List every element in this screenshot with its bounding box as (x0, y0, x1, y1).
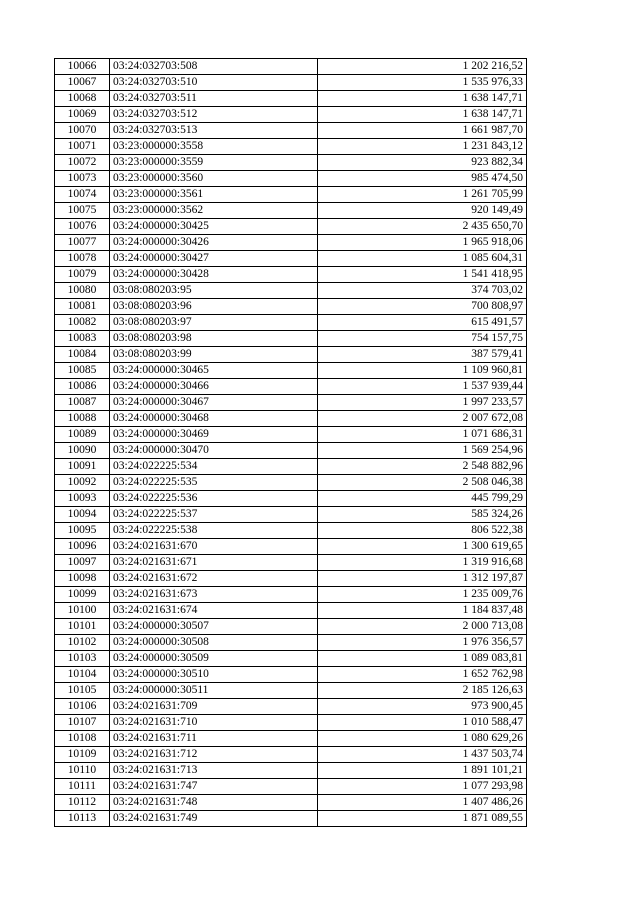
row-number-cell: 10069 (55, 107, 110, 123)
table-row (55, 363, 527, 379)
table-row (55, 523, 527, 539)
cadastral-number-cell: 03:24:021631:713 (110, 763, 318, 779)
table-row (55, 507, 527, 523)
cadastral-number-cell: 03:24:000000:30428 (110, 267, 318, 283)
table-row (55, 667, 527, 683)
value-cell: 1 535 976,33 (318, 75, 527, 91)
cadastral-number-cell: 03:24:000000:30507 (110, 619, 318, 635)
value-cell: 1 109 960,81 (318, 363, 527, 379)
cadastral-number-cell: 03:24:000000:30511 (110, 683, 318, 699)
row-number-cell: 10101 (55, 619, 110, 635)
table-row (55, 171, 527, 187)
value-cell: 1 407 486,26 (318, 795, 527, 811)
table-row (55, 203, 527, 219)
table-row (55, 491, 527, 507)
row-number-cell: 10071 (55, 139, 110, 155)
value-cell: 1 965 918,06 (318, 235, 527, 251)
row-number-cell: 10113 (55, 811, 110, 827)
row-number-cell: 10080 (55, 283, 110, 299)
value-cell: 1 261 705,99 (318, 187, 527, 203)
cadastral-number-cell: 03:24:021631:709 (110, 699, 318, 715)
cadastral-number-cell: 03:24:021631:748 (110, 795, 318, 811)
row-number-cell: 10084 (55, 347, 110, 363)
row-number-cell: 10096 (55, 539, 110, 555)
table-row (55, 635, 527, 651)
value-cell: 387 579,41 (318, 347, 527, 363)
row-number-cell: 10093 (55, 491, 110, 507)
cadastral-number-cell: 03:08:080203:95 (110, 283, 318, 299)
cadastral-number-cell: 03:24:000000:30508 (110, 635, 318, 651)
table-row (55, 539, 527, 555)
cadastral-number-cell: 03:24:032703:512 (110, 107, 318, 123)
cadastral-number-cell: 03:24:022225:535 (110, 475, 318, 491)
table-row (55, 283, 527, 299)
value-cell: 445 799,29 (318, 491, 527, 507)
cadastral-number-cell: 03:24:000000:30465 (110, 363, 318, 379)
table-row (55, 603, 527, 619)
row-number-cell: 10085 (55, 363, 110, 379)
row-number-cell: 10091 (55, 459, 110, 475)
value-cell: 1 871 089,55 (318, 811, 527, 827)
cadastral-number-cell: 03:24:032703:511 (110, 91, 318, 107)
value-cell: 1 080 629,26 (318, 731, 527, 747)
row-number-cell: 10077 (55, 235, 110, 251)
value-cell: 920 149,49 (318, 203, 527, 219)
table-row (55, 347, 527, 363)
table-row (55, 699, 527, 715)
table-row (55, 459, 527, 475)
value-cell: 1 010 588,47 (318, 715, 527, 731)
cadastral-number-cell: 03:24:022225:537 (110, 507, 318, 523)
value-cell: 1 638 147,71 (318, 91, 527, 107)
value-cell: 1 085 604,31 (318, 251, 527, 267)
row-number-cell: 10081 (55, 299, 110, 315)
row-number-cell: 10095 (55, 523, 110, 539)
value-cell: 700 808,97 (318, 299, 527, 315)
value-cell: 2 007 672,08 (318, 411, 527, 427)
table-row (55, 811, 527, 827)
table-row (55, 731, 527, 747)
table-row (55, 395, 527, 411)
row-number-cell: 10099 (55, 587, 110, 603)
row-number-cell: 10070 (55, 123, 110, 139)
table-row (55, 683, 527, 699)
value-cell: 2 548 882,96 (318, 459, 527, 475)
row-number-cell: 10109 (55, 747, 110, 763)
cadastral-number-cell: 03:24:000000:30427 (110, 251, 318, 267)
value-cell: 585 324,26 (318, 507, 527, 523)
cadastral-number-cell: 03:24:000000:30469 (110, 427, 318, 443)
cadastral-number-cell: 03:24:021631:749 (110, 811, 318, 827)
row-number-cell: 10107 (55, 715, 110, 731)
value-cell: 1 537 939,44 (318, 379, 527, 395)
value-cell: 1 184 837,48 (318, 603, 527, 619)
table-row (55, 427, 527, 443)
cadastral-number-cell: 03:24:021631:674 (110, 603, 318, 619)
table-body (55, 59, 527, 827)
value-cell: 2 508 046,38 (318, 475, 527, 491)
table-row (55, 235, 527, 251)
value-cell: 754 157,75 (318, 331, 527, 347)
table-row (55, 587, 527, 603)
row-number-cell: 10100 (55, 603, 110, 619)
cadastral-number-cell: 03:24:032703:510 (110, 75, 318, 91)
cadastral-number-cell: 03:24:000000:30466 (110, 379, 318, 395)
row-number-cell: 10076 (55, 219, 110, 235)
cadastral-number-cell: 03:24:000000:30470 (110, 443, 318, 459)
value-cell: 615 491,57 (318, 315, 527, 331)
cadastral-number-cell: 03:24:000000:30467 (110, 395, 318, 411)
table-row (55, 779, 527, 795)
table-row (55, 107, 527, 123)
cadastral-number-cell: 03:23:000000:3558 (110, 139, 318, 155)
table-row (55, 187, 527, 203)
cadastral-number-cell: 03:24:032703:508 (110, 59, 318, 75)
table-row (55, 267, 527, 283)
row-number-cell: 10098 (55, 571, 110, 587)
cadastral-number-cell: 03:23:000000:3561 (110, 187, 318, 203)
table-row (55, 59, 527, 75)
cadastral-number-cell: 03:08:080203:96 (110, 299, 318, 315)
row-number-cell: 10074 (55, 187, 110, 203)
cadastral-number-cell: 03:24:032703:513 (110, 123, 318, 139)
cadastral-number-cell: 03:24:000000:30510 (110, 667, 318, 683)
table-row (55, 747, 527, 763)
table-row (55, 315, 527, 331)
row-number-cell: 10088 (55, 411, 110, 427)
value-cell: 1 202 216,52 (318, 59, 527, 75)
value-cell: 1 997 233,57 (318, 395, 527, 411)
value-cell: 1 089 083,81 (318, 651, 527, 667)
row-number-cell: 10078 (55, 251, 110, 267)
table-row (55, 139, 527, 155)
row-number-cell: 10086 (55, 379, 110, 395)
value-cell: 923 882,34 (318, 155, 527, 171)
cadastral-number-cell: 03:24:021631:671 (110, 555, 318, 571)
table-row (55, 443, 527, 459)
value-cell: 1 300 619,65 (318, 539, 527, 555)
cadastral-number-cell: 03:23:000000:3560 (110, 171, 318, 187)
row-number-cell: 10103 (55, 651, 110, 667)
value-cell: 806 522,38 (318, 523, 527, 539)
value-cell: 2 185 126,63 (318, 683, 527, 699)
value-cell: 1 891 101,21 (318, 763, 527, 779)
value-cell: 1 661 987,70 (318, 123, 527, 139)
table-row (55, 155, 527, 171)
value-cell: 1 569 254,96 (318, 443, 527, 459)
cadastral-number-cell: 03:24:022225:536 (110, 491, 318, 507)
row-number-cell: 10073 (55, 171, 110, 187)
row-number-cell: 10075 (55, 203, 110, 219)
cadastral-number-cell: 03:23:000000:3559 (110, 155, 318, 171)
table-row (55, 715, 527, 731)
table-row (55, 251, 527, 267)
value-cell: 1 437 503,74 (318, 747, 527, 763)
row-number-cell: 10111 (55, 779, 110, 795)
row-number-cell: 10087 (55, 395, 110, 411)
cadastral-number-cell: 03:24:000000:30468 (110, 411, 318, 427)
table-row (55, 651, 527, 667)
cadastral-number-cell: 03:24:000000:30425 (110, 219, 318, 235)
row-number-cell: 10072 (55, 155, 110, 171)
value-cell: 1 976 356,57 (318, 635, 527, 651)
value-cell: 1 652 762,98 (318, 667, 527, 683)
value-cell: 973 900,45 (318, 699, 527, 715)
cadastral-number-cell: 03:24:021631:670 (110, 539, 318, 555)
value-cell: 2 000 713,08 (318, 619, 527, 635)
row-number-cell: 10105 (55, 683, 110, 699)
cadastral-number-cell: 03:24:021631:673 (110, 587, 318, 603)
value-cell: 2 435 650,70 (318, 219, 527, 235)
row-number-cell: 10112 (55, 795, 110, 811)
table-row (55, 331, 527, 347)
cadastral-number-cell: 03:24:000000:30426 (110, 235, 318, 251)
table-row (55, 91, 527, 107)
table-row (55, 619, 527, 635)
row-number-cell: 10092 (55, 475, 110, 491)
value-cell: 1 077 293,98 (318, 779, 527, 795)
table-row (55, 795, 527, 811)
row-number-cell: 10082 (55, 315, 110, 331)
cadastral-number-cell: 03:24:021631:710 (110, 715, 318, 731)
table-row (55, 299, 527, 315)
value-cell: 985 474,50 (318, 171, 527, 187)
table-row (55, 123, 527, 139)
row-number-cell: 10090 (55, 443, 110, 459)
cadastral-number-cell: 03:24:022225:538 (110, 523, 318, 539)
table-row (55, 555, 527, 571)
cadastral-number-cell: 03:23:000000:3562 (110, 203, 318, 219)
cadastral-number-cell: 03:08:080203:98 (110, 331, 318, 347)
table-row (55, 475, 527, 491)
value-cell: 1 235 009,76 (318, 587, 527, 603)
row-number-cell: 10108 (55, 731, 110, 747)
row-number-cell: 10110 (55, 763, 110, 779)
value-cell: 1 071 686,31 (318, 427, 527, 443)
cadastral-number-cell: 03:24:000000:30509 (110, 651, 318, 667)
row-number-cell: 10066 (55, 59, 110, 75)
row-number-cell: 10106 (55, 699, 110, 715)
cadastral-number-cell: 03:24:021631:747 (110, 779, 318, 795)
cadastral-number-cell: 03:24:021631:672 (110, 571, 318, 587)
row-number-cell: 10102 (55, 635, 110, 651)
value-cell: 1 312 197,87 (318, 571, 527, 587)
row-number-cell: 10097 (55, 555, 110, 571)
row-number-cell: 10068 (55, 91, 110, 107)
table-row (55, 411, 527, 427)
table-row (55, 219, 527, 235)
value-cell: 1 319 916,68 (318, 555, 527, 571)
value-cell: 374 703,02 (318, 283, 527, 299)
value-cell: 1 638 147,71 (318, 107, 527, 123)
cadastral-number-cell: 03:08:080203:97 (110, 315, 318, 331)
row-number-cell: 10067 (55, 75, 110, 91)
cadastral-value-table (54, 58, 527, 827)
value-cell: 1 541 418,95 (318, 267, 527, 283)
table-row (55, 571, 527, 587)
value-cell: 1 231 843,12 (318, 139, 527, 155)
row-number-cell: 10083 (55, 331, 110, 347)
cadastral-number-cell: 03:24:021631:712 (110, 747, 318, 763)
row-number-cell: 10094 (55, 507, 110, 523)
cadastral-number-cell: 03:08:080203:99 (110, 347, 318, 363)
table-row (55, 75, 527, 91)
table-row (55, 379, 527, 395)
cadastral-number-cell: 03:24:021631:711 (110, 731, 318, 747)
cadastral-number-cell: 03:24:022225:534 (110, 459, 318, 475)
row-number-cell: 10089 (55, 427, 110, 443)
row-number-cell: 10104 (55, 667, 110, 683)
table-row (55, 763, 527, 779)
row-number-cell: 10079 (55, 267, 110, 283)
